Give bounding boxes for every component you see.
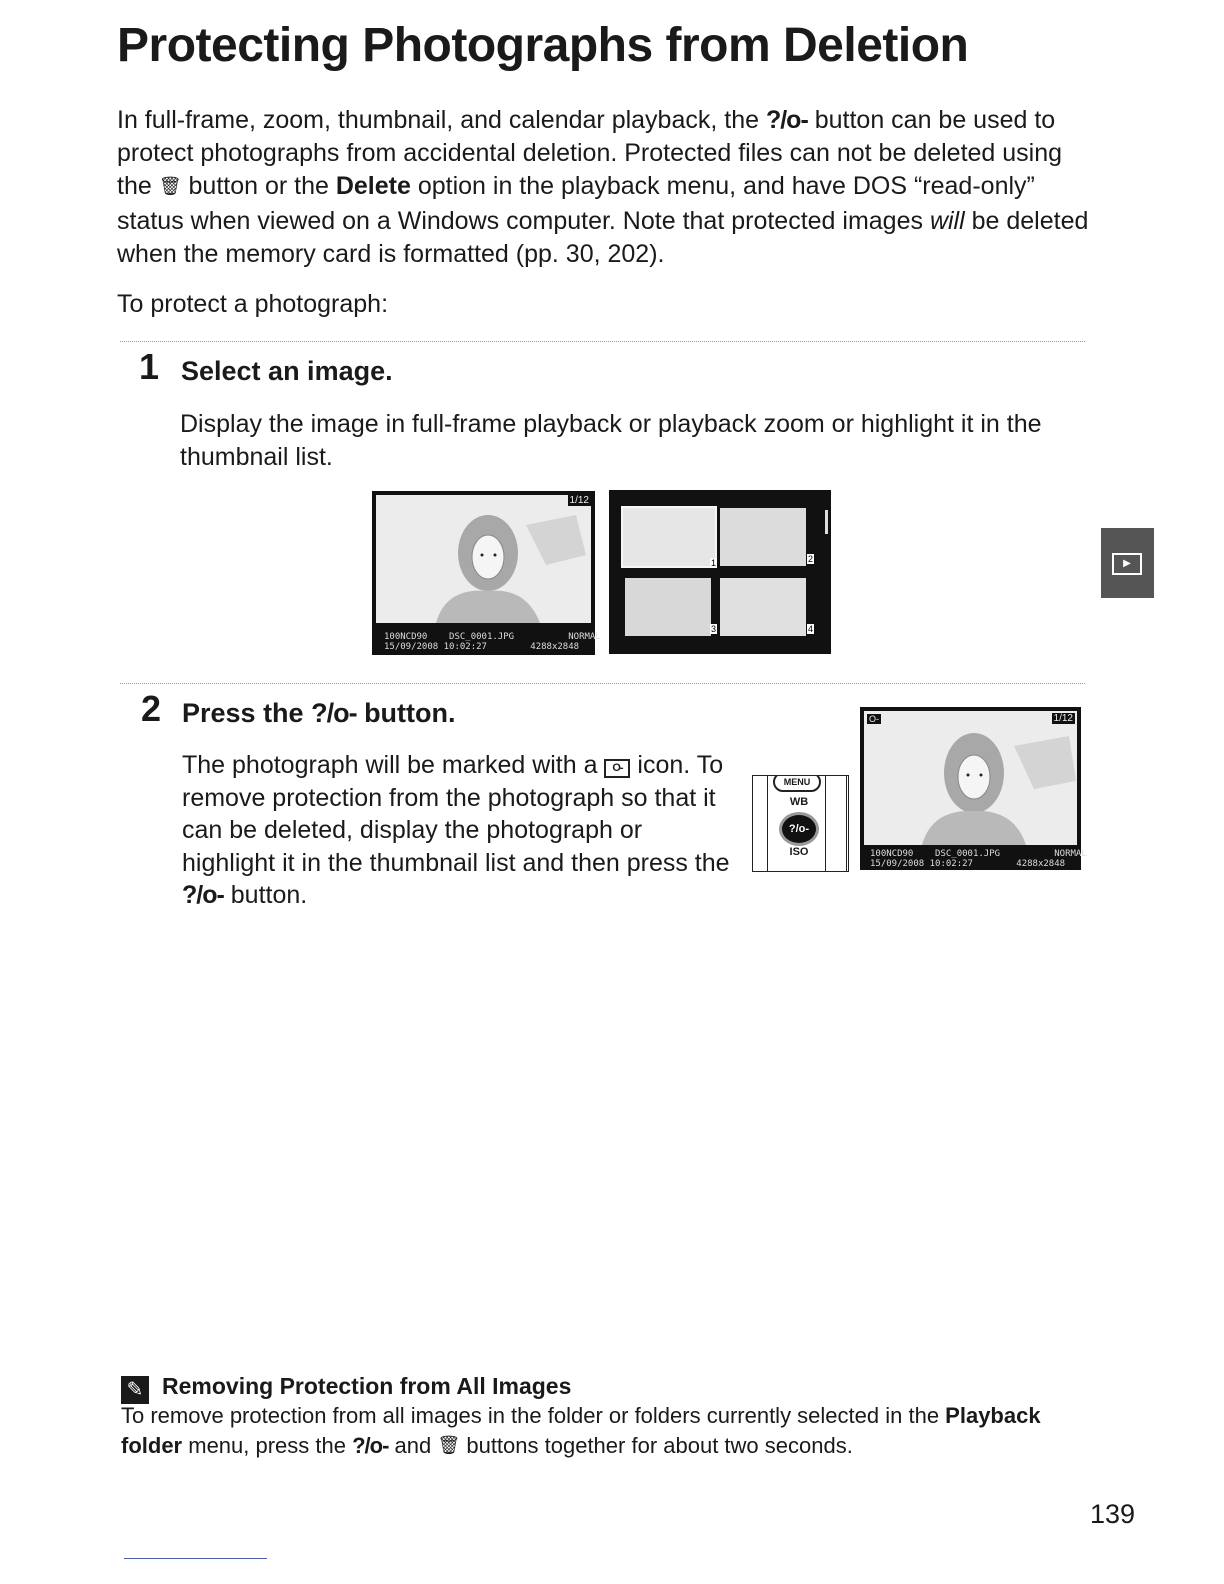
- trash-icon: 🗑: [437, 1435, 461, 1455]
- thumbnail-playback-screen: [609, 490, 831, 654]
- protect-icon: O-: [866, 713, 882, 725]
- step-2-number: 2: [141, 688, 162, 729]
- footer-line: [124, 1558, 267, 1559]
- trash-icon: 🗑: [158, 176, 182, 196]
- divider: [120, 683, 1085, 684]
- portrait-photo: [864, 711, 1077, 845]
- thumbnail-number: 2: [807, 554, 813, 564]
- protect-button: ?/o-: [779, 812, 819, 846]
- camera-buttons-illustration: [752, 775, 849, 872]
- scrollbar: [825, 510, 828, 534]
- menu-button: MENU: [773, 775, 821, 792]
- protect-icon: O-: [604, 759, 630, 778]
- thumbnail[interactable]: [625, 578, 716, 636]
- info-line-2: 15/09/2008 10:02:27 4288x2848: [384, 642, 580, 652]
- divider: [120, 341, 1085, 342]
- thumbnail[interactable]: [720, 508, 813, 566]
- intro-text: [117, 104, 1092, 321]
- info-line-1: 100NCD90 DSC_0001.JPG NORMAL: [870, 849, 1087, 859]
- wb-label: WB: [789, 796, 809, 808]
- protected-image-screen: [860, 707, 1087, 870]
- info-line-2: 15/09/2008 10:02:27 4288x2848: [870, 859, 1066, 869]
- step-1-text: Display the image in full-frame playback or playback zoom or highlight it in the thumbnail list.: [180, 410, 1042, 471]
- thumbnail[interactable]: [621, 506, 717, 568]
- protect-button-glyph: ?/o-: [352, 1433, 389, 1458]
- playback-section-tab: [1101, 528, 1154, 598]
- step-1-number: 1: [139, 346, 160, 387]
- delete-option-label: Delete: [335, 172, 411, 200]
- page-number: 139: [1090, 1499, 1136, 1529]
- page-title: Protecting Photographs from Deletion: [117, 19, 969, 72]
- thumbnail[interactable]: [720, 578, 813, 636]
- thumbnail-number: 1: [710, 558, 716, 568]
- to-protect-text: To protect a photograph:: [117, 290, 389, 318]
- fullframe-playback-screen: [372, 491, 601, 655]
- iso-label: ISO: [789, 846, 809, 858]
- playback-icon: ▶: [1112, 553, 1142, 575]
- playback-folder-label: Playback folder: [121, 1403, 1041, 1458]
- note-title: Removing Protection from All Images: [162, 1373, 572, 1399]
- step-2-title: Press the ?/o- button.: [182, 698, 456, 728]
- image-counter: 1/12: [1053, 713, 1073, 724]
- thumbnail-number: 4: [807, 624, 813, 634]
- pencil-icon: ✎: [121, 1376, 149, 1404]
- note-text: To remove protection from all images in the folder or folders currently selected in the Playback folder menu, press the ?/o- and 🗑 buttons together for about two seconds.: [121, 1403, 1041, 1458]
- portrait-photo: [376, 495, 591, 623]
- intro-paragraph: In full-frame, zoom, thumbnail, and calendar playback, the ?/o- button can be used to protect photographs from accidental deletion. Protected files can not be deleted using the 🗑 button or the Delete option in the playback menu, and have DOS “read-only” status when viewed on a Windows computer. Note that protected images will be deleted when the memory card is formatted (pp. 30, 202).: [117, 106, 1089, 268]
- protect-button-glyph: ?/o-: [765, 106, 808, 134]
- step-1-title: Select an image.: [181, 356, 393, 386]
- image-counter: 1/12: [569, 495, 589, 506]
- thumbnail-number: 3: [710, 624, 716, 634]
- info-line-1: 100NCD90 DSC_0001.JPG NORMAL: [384, 632, 601, 642]
- protect-button-glyph: ?/o-: [311, 698, 357, 728]
- protect-button-glyph: ?/o-: [182, 881, 224, 909]
- step-2-text: The photograph will be marked with a O- icon. To remove protection from the photograph so that it can be deleted, display the photograph or highlight it in the thumbnail list and then press the ?/o- button.: [182, 751, 730, 909]
